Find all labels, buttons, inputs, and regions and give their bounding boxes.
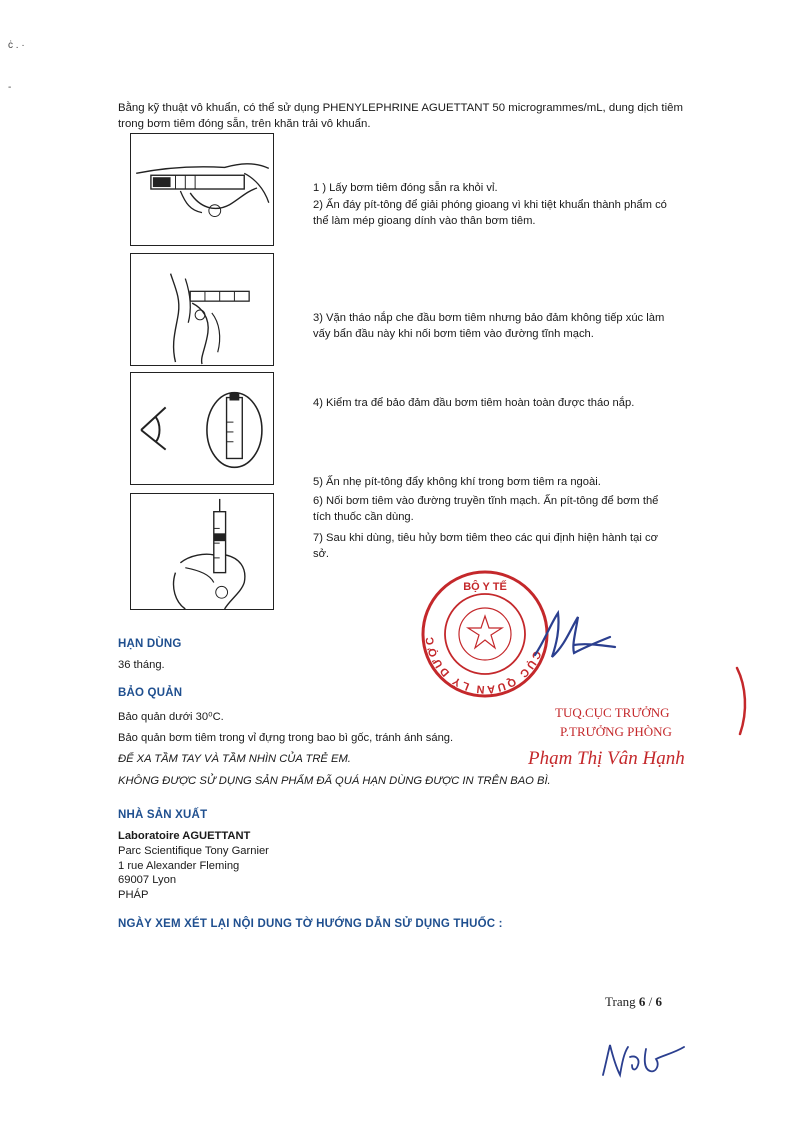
stamp-ring-text: CỤC QUẢN LÝ DƯỢC — [423, 634, 543, 696]
step-6: 6) Nối bơm tiêm vào đường truyền tĩnh mạch. Ấn pít-tông để bơm thể tích thuốc cần dùng. — [313, 495, 659, 523]
page-number — [605, 994, 662, 1010]
storage-line-2: Bảo quản bơm tiêm trong vỉ đựng trong bao bì gốc, tránh ánh sáng. — [118, 732, 454, 744]
margin-mark — [732, 666, 752, 736]
storage-heading: BẢO QUẢN — [118, 687, 183, 699]
manufacturer-address-line: PHÁP — [118, 889, 149, 902]
manufacturer-address-line: 69007 Lyon — [118, 874, 177, 887]
manufacturer-block — [118, 829, 269, 903]
signer-title-1: TUQ.CỤC TRƯỞNG — [555, 705, 670, 720]
review-date-heading: NGÀY XEM XÉT LẠI NỘI DUNG TỜ HƯỚNG DẪN SỬ DỤNG THUỐC : — [118, 918, 503, 930]
shelf-life-value: 36 tháng. — [118, 659, 165, 671]
illustration-eye-check — [130, 372, 274, 485]
intro-paragraph: Bằng kỹ thuật vô khuẩn, có thể sử dụng PHENYLEPHRINE AGUETTANT 50 microgrammes/mL, dung dịch tiêm trong bơm tiêm đóng sẵn, trên khăn trải vô khuẩn. — [118, 102, 683, 130]
page-total: 6 — [655, 994, 662, 1009]
step-7: 7) Sau khi dùng, tiêu hủy bơm tiêm theo các qui định hiện hành tại cơ sở. — [313, 532, 658, 560]
storage-line-4: KHÔNG ĐƯỢC SỬ DỤNG SẢN PHẨM ĐÃ QUÁ HẠN DÙNG ĐƯỢC IN TRÊN BAO BÌ. — [118, 775, 551, 787]
manufacturer-address-line: 1 rue Alexander Fleming — [118, 859, 240, 872]
signature-scribble — [530, 605, 620, 665]
step-4: 4) Kiểm tra để bảo đảm đầu bơm tiêm hoàn toàn được tháo nắp. — [313, 397, 635, 409]
step-1: 1 ) Lấy bơm tiêm đóng sẵn ra khỏi vỉ. — [313, 182, 498, 194]
manufacturer-address-line: Parc Scientifique Tony Garnier — [118, 844, 269, 857]
initials-signature — [598, 1035, 688, 1085]
stamp-top-text: BỘ Y TẾ — [463, 581, 507, 593]
storage-line-1: Bảo quản dưới 30⁰C. — [118, 711, 224, 723]
shelf-life-heading: HẠN DÙNG — [118, 638, 182, 650]
page-current: 6 — [638, 994, 646, 1009]
step-3: 3) Vặn tháo nắp che đầu bơm tiêm nhưng bảo đảm không tiếp xúc làm vấy bẩn đầu này khi nối bơm tiêm vào đường tĩnh mạch. — [313, 312, 665, 340]
manufacturer-name: Laboratoire AGUETTANT — [118, 830, 251, 842]
signer-title-2: P.TRƯỞNG PHÒNG — [560, 724, 672, 739]
illustration-pushing-plunger — [130, 493, 274, 610]
step-5: 5) Ấn nhẹ pít-tông đẩy không khí trong bơm tiêm ra ngoài. — [313, 476, 601, 488]
signer-name: Phạm Thị Vân Hạnh — [528, 748, 685, 769]
page-label: Trang — [605, 994, 636, 1009]
manufacturer-heading: NHÀ SẢN XUẤT — [118, 809, 208, 821]
illustration-removing-cap — [130, 253, 274, 366]
scan-mark: ċ . · — [8, 40, 25, 51]
scan-mark: - — [8, 82, 12, 93]
storage-line-3: ĐỂ XA TẦM TAY VÀ TẦM NHÌN CỦA TRẺ EM. — [118, 753, 351, 765]
illustration-syringe-in-hand — [130, 133, 274, 246]
step-2: 2) Ấn đáy pít-tông để giải phóng gioang vì khi tiệt khuẩn thành phẩm có thể làm mép gioang dính vào thân bơm tiêm. — [313, 199, 667, 227]
page-separator: / — [648, 994, 653, 1009]
